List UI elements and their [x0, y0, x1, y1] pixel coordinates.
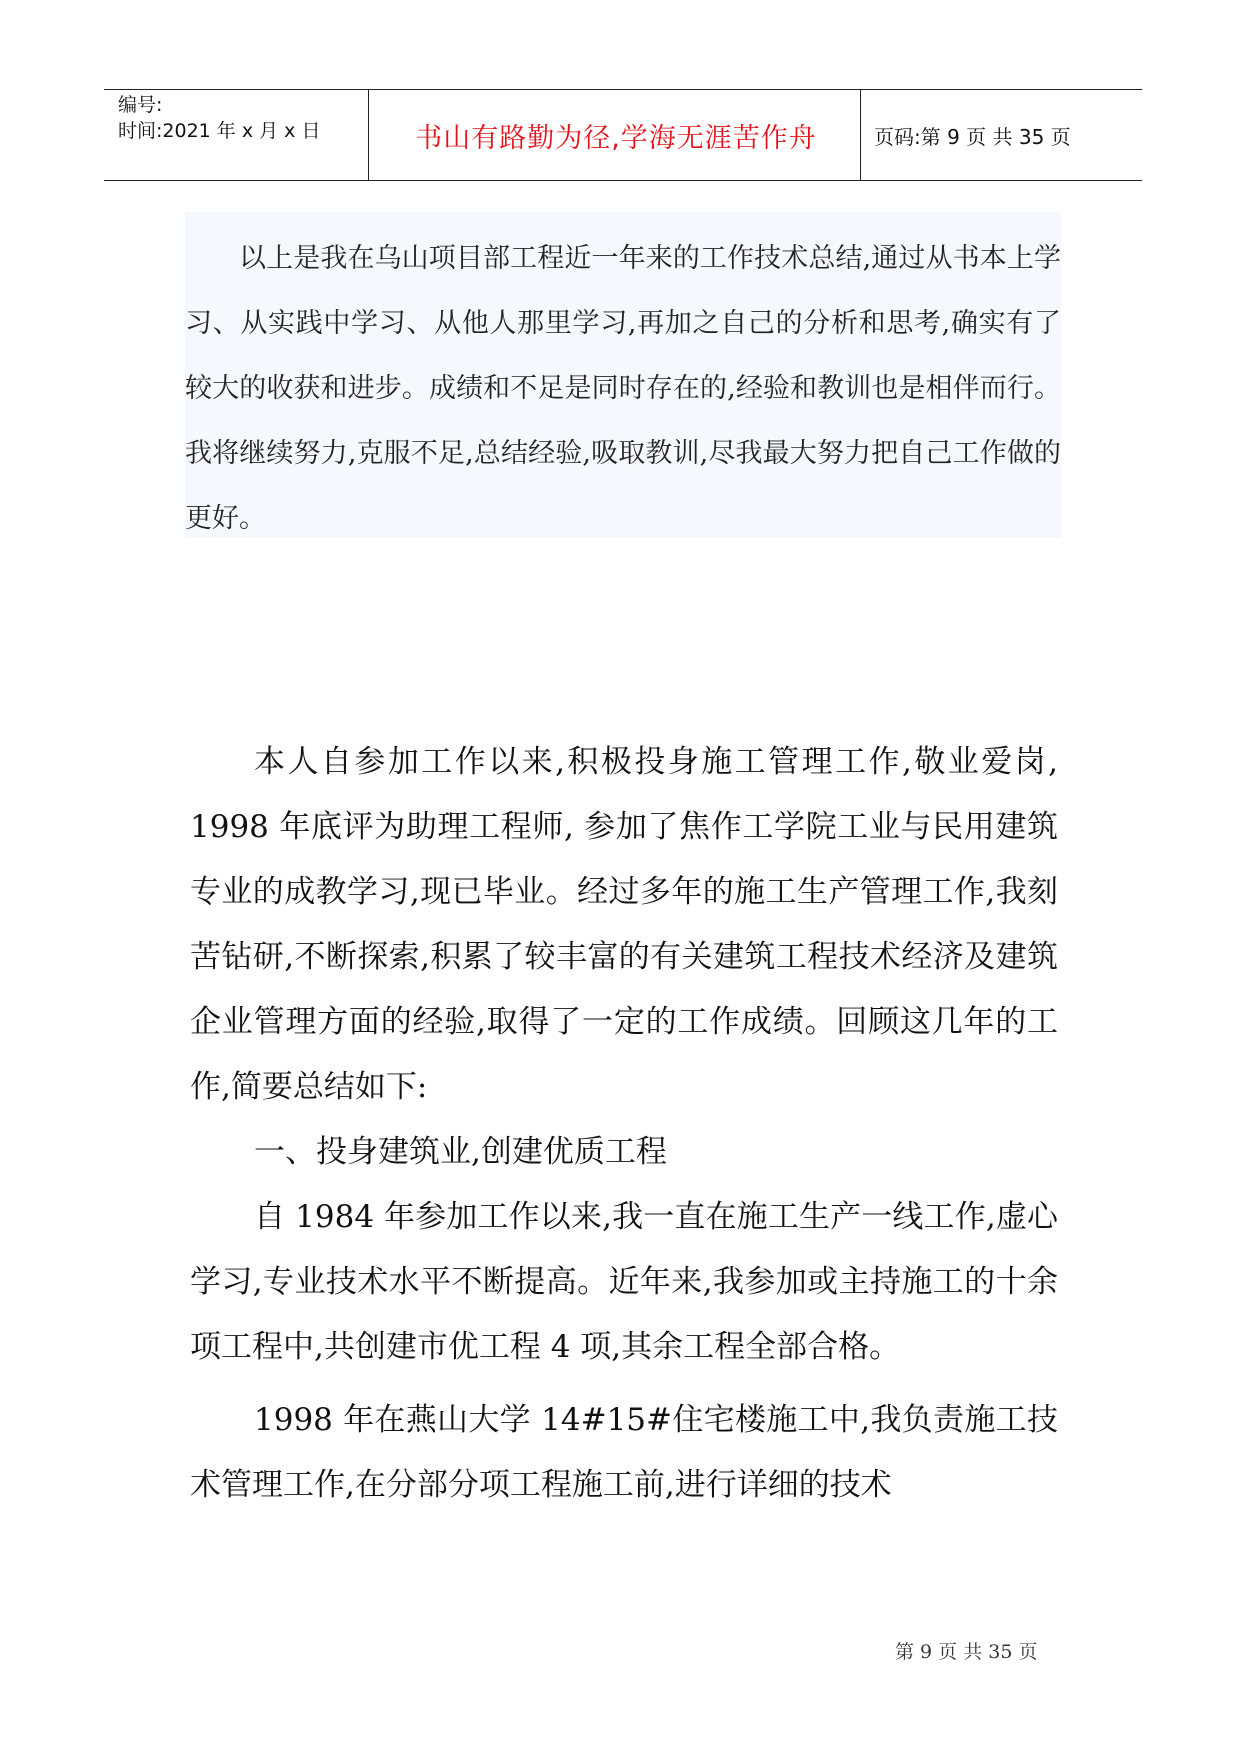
header-divider [860, 90, 861, 180]
document-number-label: 编号: [118, 94, 163, 116]
page-footer: 第 9 页 共 35 页 [895, 1641, 1038, 1663]
page-header [104, 89, 1142, 181]
header-motto: 书山有路勤为径,学海无涯苦作舟 [415, 122, 817, 154]
body-paragraph: 自 1984 年参加工作以来,我一直在施工生产一线工作,虚心学习,专业技术水平不断提高。近年来,我参加或主持施工的十余项工程中,共创建市优工程 4 项,其余工程全部合格。 [190, 1199, 1058, 1365]
section-heading: 一、投身建筑业,创建优质工程 [254, 1134, 667, 1170]
header-meta [118, 92, 358, 144]
body-paragraph: 1998 年在燕山大学 14#15#住宅楼施工中,我负责施工技术管理工作,在分部分项工程施工前,进行详细的技术 [190, 1402, 1058, 1503]
body-content [190, 730, 1058, 1518]
summary-paragraph: 以上是我在乌山项目部工程近一年来的工作技术总结,通过从书本上学习、从实践中学习、从他人那里学习,再加之自己的分析和思考,确实有了较大的收获和进步。成绩和不足是同时存在的,经验和教训也是相伴而行。我将继续努力,克服不足,总结经验,吸取教训,尽我最大努力把自己工作做的更好。 [185, 243, 1061, 534]
header-page-number: 页码:第 9 页 共 35 页 [874, 124, 1071, 149]
body-paragraph: 本人自参加工作以来,积极投身施工管理工作,敬业爱岗, 1998 年底评为助理工程师, 参加了焦作工学院工业与民用建筑专业的成教学习,现已毕业。经过多年的施工生产管理工作,我刻苦钻研,不断探索,积累了较丰富的有关建筑工程技术经济及建筑企业管理方面的经验,取得了一定的工作成绩。回顾这几年的工作,简要总结如下: [190, 744, 1058, 1105]
header-divider [368, 90, 369, 180]
document-date-label: 时间:2021 年 x 月 x 日 [118, 120, 321, 142]
summary-block [185, 212, 1061, 538]
